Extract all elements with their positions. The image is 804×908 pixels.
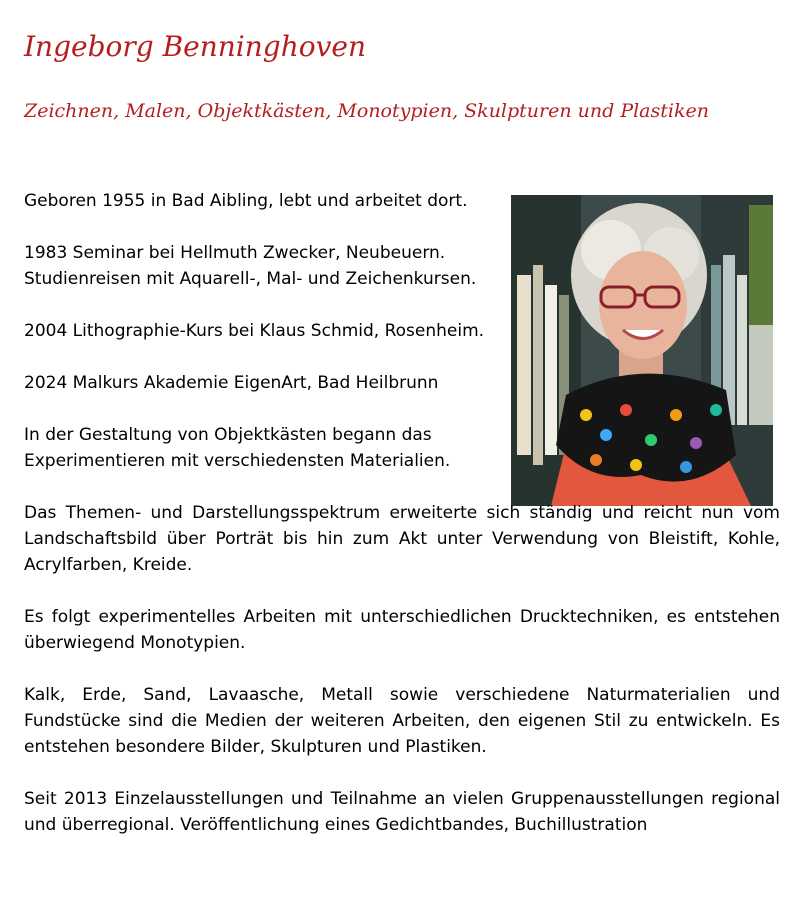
bio-drucktechniken: Es folgt experimentelles Arbeiten mit unterschiedlichen Drucktechniken, es entstehen überwiegend Monotypien. [24,607,780,653]
artist-name: Ingeborg Benninghoven [24,30,367,63]
bio-1983-line1: 1983 Seminar bei Hellmuth Zwecker, Neubeuern. [24,243,446,263]
bio-objektkaesten [24,422,494,474]
bio-1983-line2: Studienreisen mit Aquarell-, Mal- und Zeichenkursen. [24,269,477,289]
biography [24,188,780,864]
artist-disciplines: Zeichnen, Malen, Objektkästen, Monotypien, Skulpturen und Plastiken [24,100,709,122]
bio-objektkaesten-line1: In der Gestaltung von Objektkästen begann das [24,425,432,445]
bio-objektkaesten-line2: Experimentieren mit verschiedensten Materialien. [24,451,451,471]
bio-birth: Geboren 1955 in Bad Aibling, lebt und arbeitet dort. [24,191,468,211]
bio-materialien: Kalk, Erde, Sand, Lavaasche, Metall sowie verschiedene Naturmaterialien und Fundstücke sind die Medien der weiteren Arbeiten, den eigenen Stil zu entwickeln. Es entstehen besondere Bilder, Skulpturen und Plastiken. [24,685,780,757]
bio-1983 [24,240,494,292]
bio-spektrum: Das Themen- und Darstellungsspektrum erweiterte sich ständig und reicht nun vom Landschaftsbild über Porträt bis hin zum Akt unter Verwendung von Bleistift, Kohle, Acrylfarben, Kreide. [24,503,780,575]
bio-2024: 2024 Malkurs Akademie EigenArt, Bad Heilbrunn [24,373,439,393]
bio-2004: 2004 Lithographie-Kurs bei Klaus Schmid, Rosenheim. [24,321,485,341]
bio-ausstellungen: Seit 2013 Einzelausstellungen und Teilnahme an vielen Gruppenausstellungen regional und überregional. Veröffentlichung eines Gedichtbandes, Buchillustration [24,789,780,835]
